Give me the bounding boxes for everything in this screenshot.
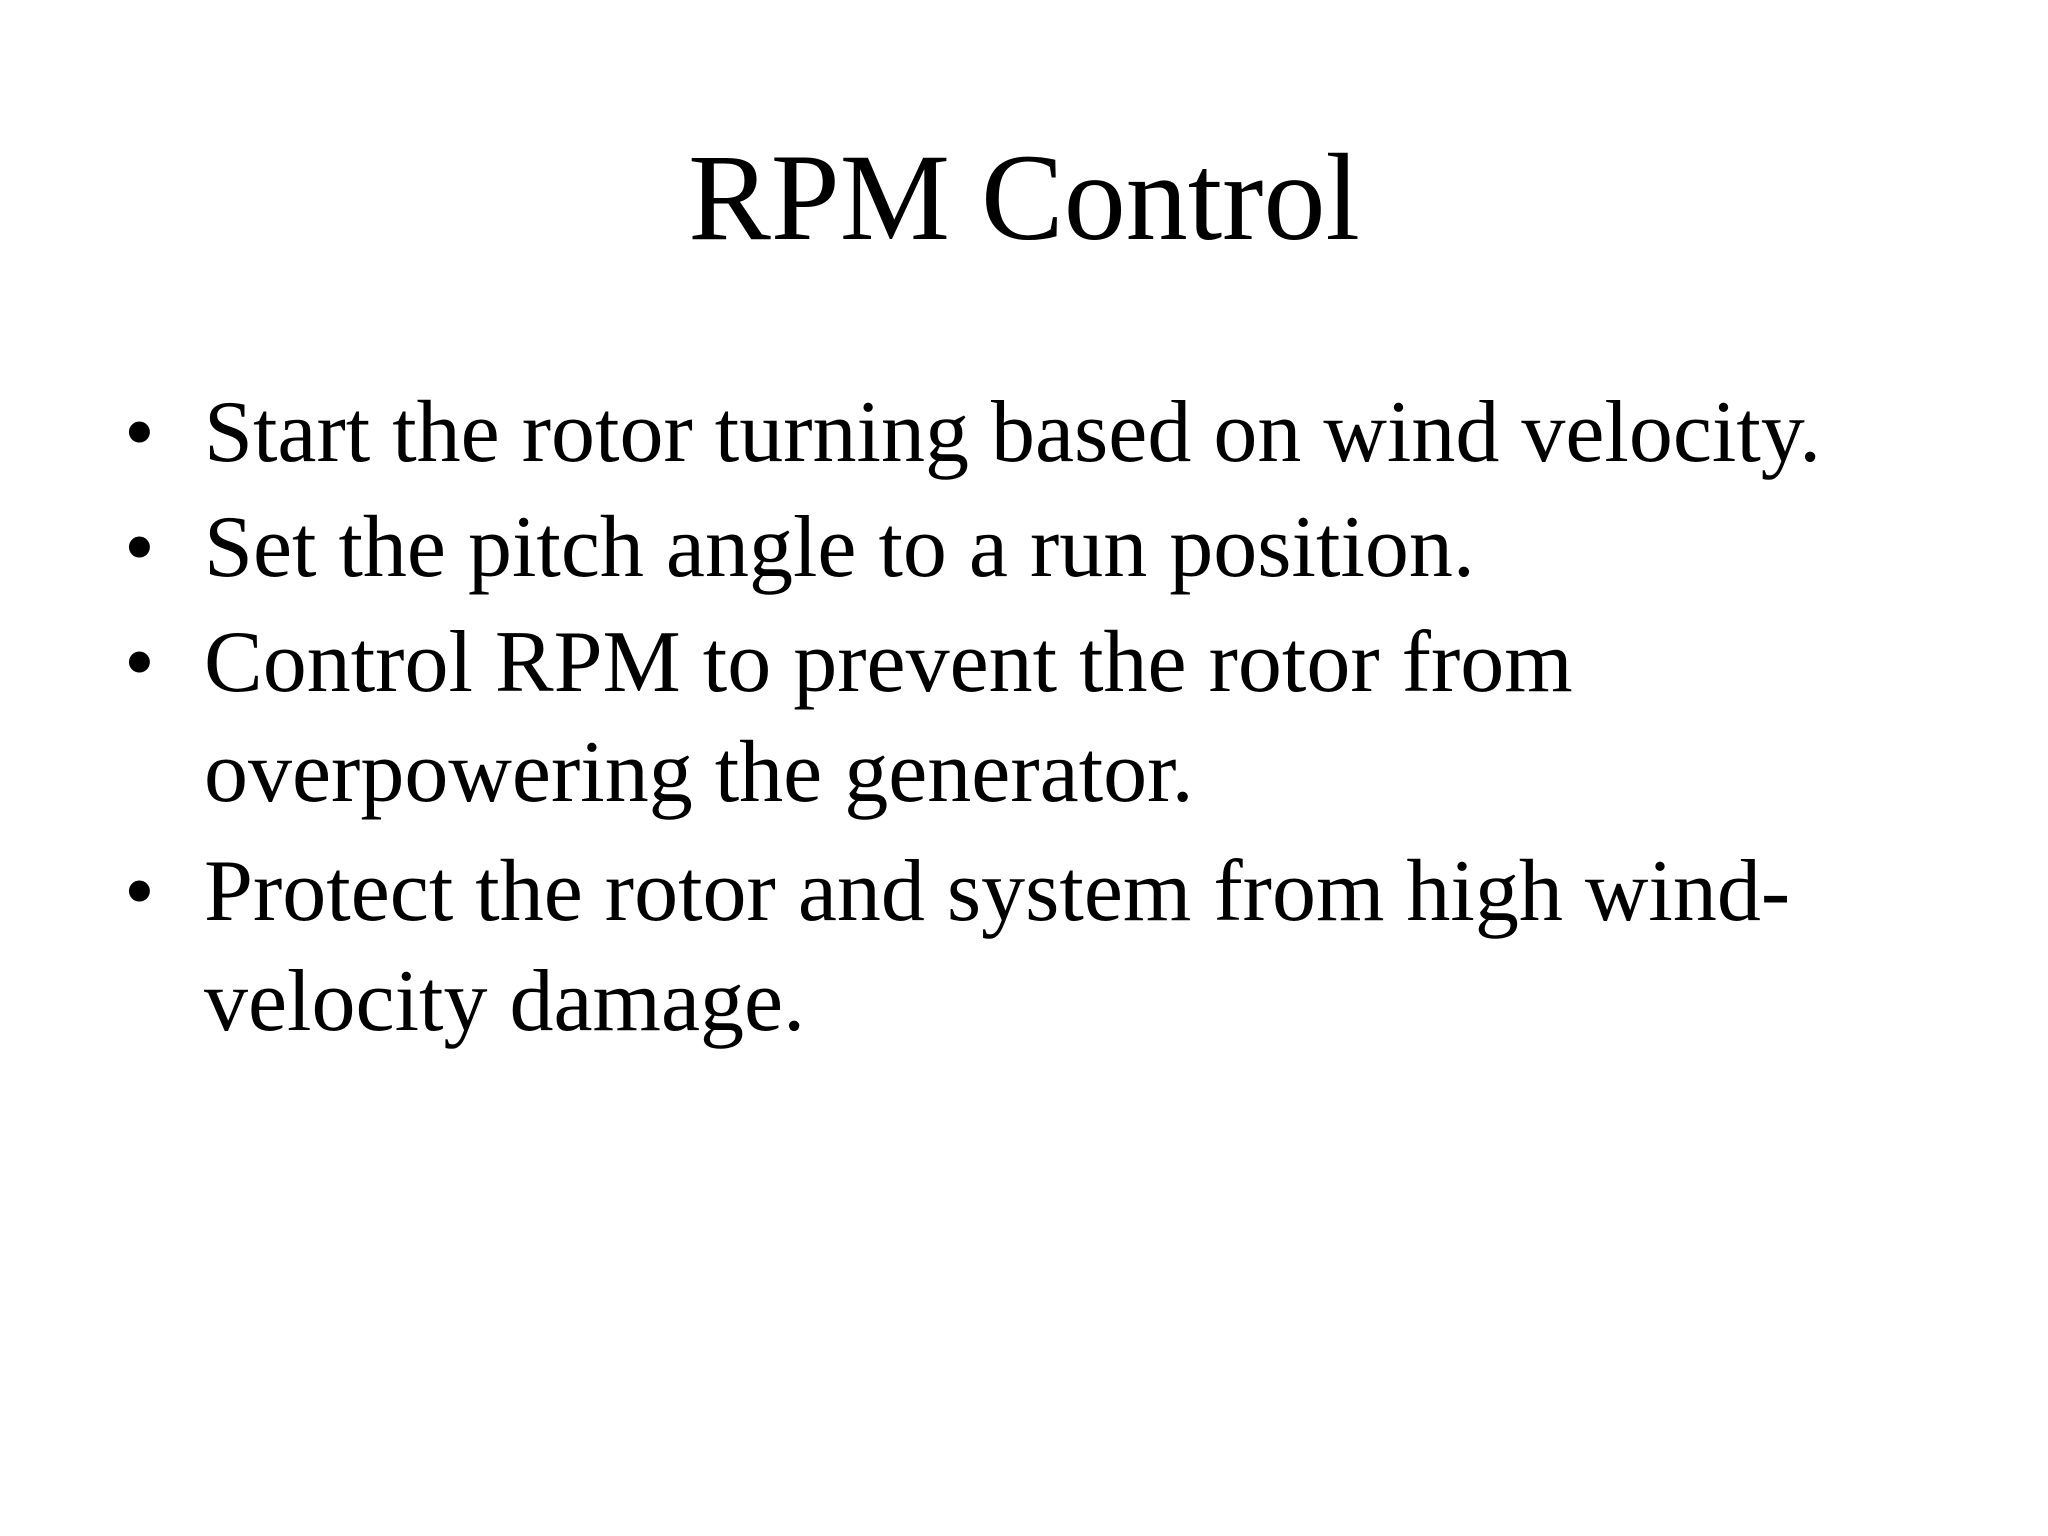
bullet-icon: • (124, 614, 155, 711)
bullet-icon: • (124, 499, 155, 596)
bullet-item (124, 837, 1984, 1057)
bullet-item (124, 608, 1984, 828)
bullet-icon: • (124, 384, 155, 481)
slide-title: RPM Control (688, 129, 1360, 266)
bullet-text: Set the pitch angle to a run position. (204, 499, 1475, 596)
bullet-item (124, 493, 1984, 603)
bullet-item (124, 378, 1984, 488)
bullet-icon: • (124, 843, 155, 940)
bullet-text: Start the rotor turning based on wind velocity. (204, 384, 1822, 481)
bullet-list (124, 378, 1984, 1062)
bullet-text: Control RPM to prevent the rotor from overpowering the generator. (204, 614, 1573, 821)
bullet-text: Protect the rotor and system from high wind-velocity damage. (204, 843, 1791, 1050)
